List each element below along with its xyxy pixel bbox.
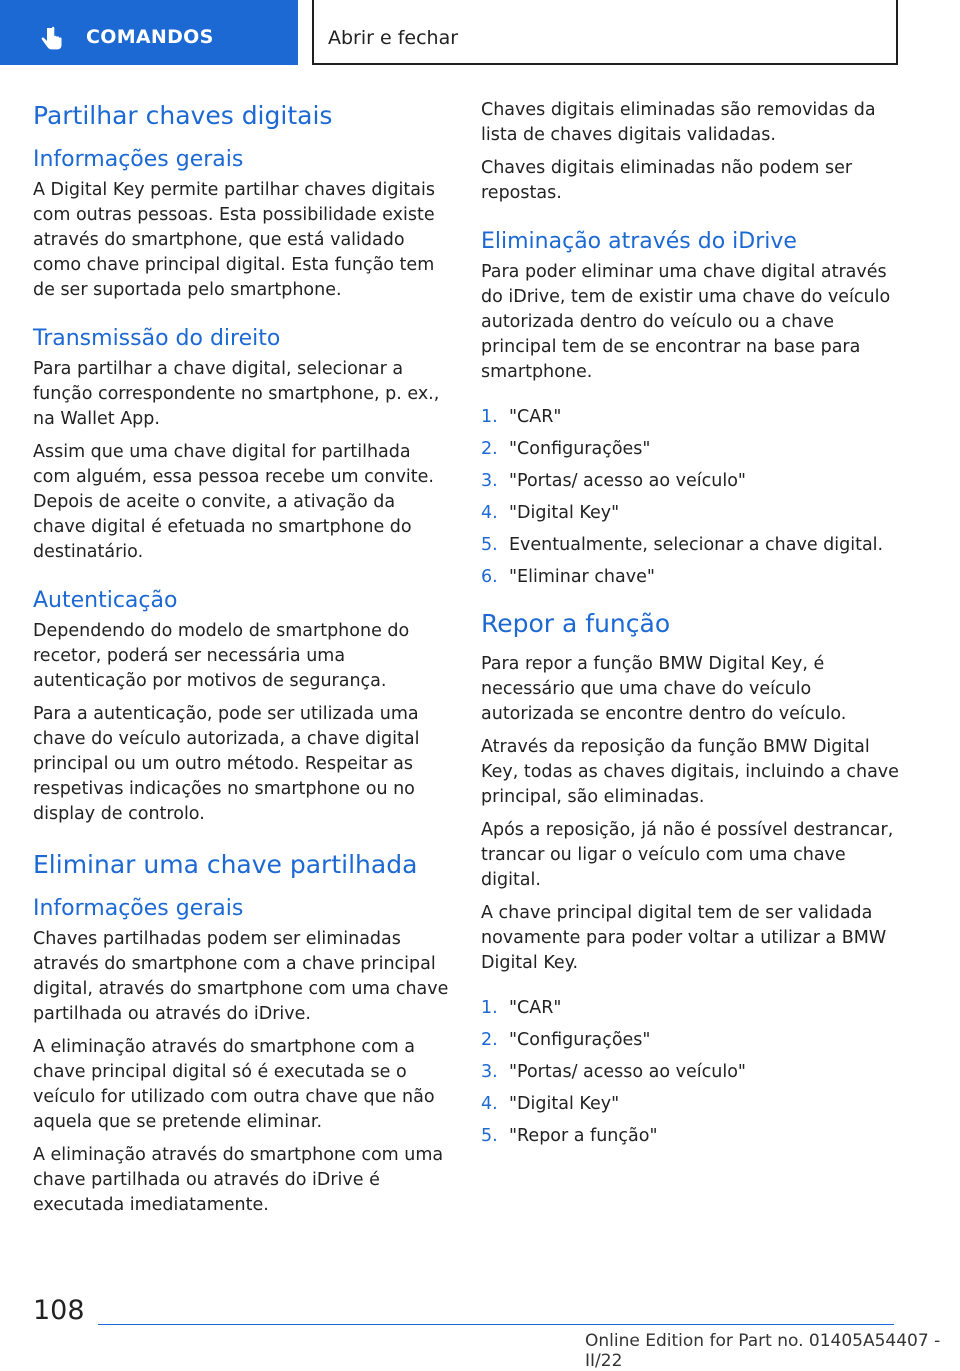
list-item bbox=[481, 437, 899, 462]
step-text: "Configurações" bbox=[509, 1030, 651, 1050]
paragraph: A eliminação através do smartphone com uma chave partilhada ou através do iDrive é executada imediatamente. bbox=[33, 1145, 444, 1215]
step-number: 1. bbox=[481, 407, 498, 427]
paragraph: A Digital Key permite partilhar chaves digitais com outras pessoas. Esta possibilidade existe através do smartphone, que está validado como chave principal digital. Esta função tem de ser suportada pelo smartphone. bbox=[33, 180, 435, 300]
chapter-label: COMANDOS bbox=[86, 26, 214, 48]
heading-reset-function: Repor a função bbox=[481, 609, 671, 638]
edition-note: Online Edition for Part no. 01405A54407 - II/22 bbox=[585, 1331, 941, 1371]
step-text: "Repor a função" bbox=[509, 1126, 658, 1146]
step-text: "Portas/ acesso ao veículo" bbox=[509, 471, 746, 491]
step-number: 5. bbox=[481, 1126, 498, 1146]
list-item bbox=[481, 996, 899, 1021]
list-item bbox=[481, 565, 899, 590]
list-item bbox=[481, 405, 899, 430]
steps-delete-list bbox=[481, 405, 899, 590]
step-text: "Digital Key" bbox=[509, 503, 620, 523]
footer-divider bbox=[98, 1324, 894, 1325]
section-header bbox=[312, 0, 898, 65]
list-item bbox=[481, 469, 899, 494]
paragraph: Após a reposição, já não é possível destrancar, trancar ou ligar o veículo com uma chave digital. bbox=[481, 820, 894, 890]
step-text: "Eliminar chave" bbox=[509, 567, 655, 587]
step-number: 1. bbox=[481, 998, 498, 1018]
page-number: 108 bbox=[33, 1295, 85, 1326]
list-item bbox=[481, 1060, 899, 1085]
heading-share-keys: Partilhar chaves digitais bbox=[33, 101, 333, 130]
paragraph: Dependendo do modelo de smartphone do recetor, poderá ser necessária uma autenticação por motivos de segurança. bbox=[33, 621, 410, 691]
section-label: Abrir e fechar bbox=[328, 27, 459, 49]
paragraph: Para poder eliminar uma chave digital através do iDrive, tem de existir uma chave do veículo autorizada dentro do veículo ou a chave principal tem de se encontrar na base para smartphone. bbox=[481, 262, 891, 382]
paragraph: Assim que uma chave digital for partilhada com alguém, essa pessoa recebe um convite. Depois de aceite o convite, a ativação da chave digital é efetuada no smartphone do destinatário. bbox=[33, 442, 434, 562]
step-text: "Portas/ acesso ao veículo" bbox=[509, 1062, 746, 1082]
steps-reset-list bbox=[481, 996, 899, 1149]
step-number: 3. bbox=[481, 1062, 498, 1082]
list-item bbox=[481, 501, 899, 526]
step-number: 2. bbox=[481, 439, 498, 459]
paragraph: A eliminação através do smartphone com a chave principal digital só é executada se o veículo for utilizado com outra chave que não aquela que se pretende eliminar. bbox=[33, 1037, 435, 1132]
list-item bbox=[481, 533, 899, 558]
heading-general-info: Informações gerais bbox=[33, 147, 244, 172]
paragraph: Para a autenticação, pode ser utilizada uma chave do veículo autorizada, a chave digital principal ou um outro método. Respeitar as respetivas indicações no smartphone ou no display de controlo. bbox=[33, 704, 420, 824]
step-text: Eventualmente, selecionar a chave digital. bbox=[509, 535, 884, 555]
heading-general-info: Informações gerais bbox=[33, 896, 244, 921]
list-item bbox=[481, 1092, 899, 1117]
step-number: 5. bbox=[481, 535, 498, 555]
paragraph: Chaves partilhadas podem ser eliminadas através do smartphone com a chave principal digital, através do smartphone com uma chave partilhada ou através do iDrive. bbox=[33, 929, 449, 1024]
step-text: "Digital Key" bbox=[509, 1094, 620, 1114]
paragraph: Através da reposição da função BMW Digital Key, todas as chaves digitais, incluindo a chave principal, são eliminadas. bbox=[481, 737, 899, 807]
step-number: 2. bbox=[481, 1030, 498, 1050]
chapter-tab bbox=[0, 0, 298, 65]
paragraph: Chaves digitais eliminadas são removidas da lista de chaves digitais validadas. bbox=[481, 100, 876, 145]
heading-authentication: Autenticação bbox=[33, 588, 178, 613]
left-column bbox=[33, 98, 449, 1226]
heading-delete-via-idrive: Eliminação através do iDrive bbox=[481, 229, 797, 254]
hand-pointer-icon bbox=[36, 24, 66, 54]
step-number: 4. bbox=[481, 1094, 498, 1114]
step-number: 4. bbox=[481, 503, 498, 523]
step-text: "CAR" bbox=[509, 407, 562, 427]
list-item bbox=[481, 1124, 899, 1149]
list-item bbox=[481, 1028, 899, 1053]
paragraph: Para repor a função BMW Digital Key, é necessário que uma chave do veículo autorizada se encontre dentro do veículo. bbox=[481, 654, 847, 724]
heading-transmission: Transmissão do direito bbox=[33, 326, 281, 351]
step-number: 6. bbox=[481, 567, 498, 587]
heading-delete-shared-key: Eliminar uma chave partilhada bbox=[33, 850, 418, 879]
right-column bbox=[481, 98, 899, 1165]
paragraph: A chave principal digital tem de ser validada novamente para poder voltar a utilizar a BMW Digital Key. bbox=[481, 903, 887, 973]
paragraph: Para partilhar a chave digital, selecionar a função correspondente no smartphone, p. ex., na Wallet App. bbox=[33, 359, 440, 429]
step-text: "CAR" bbox=[509, 998, 562, 1018]
paragraph: Chaves digitais eliminadas não podem ser repostas. bbox=[481, 158, 853, 203]
step-number: 3. bbox=[481, 471, 498, 491]
step-text: "Configurações" bbox=[509, 439, 651, 459]
